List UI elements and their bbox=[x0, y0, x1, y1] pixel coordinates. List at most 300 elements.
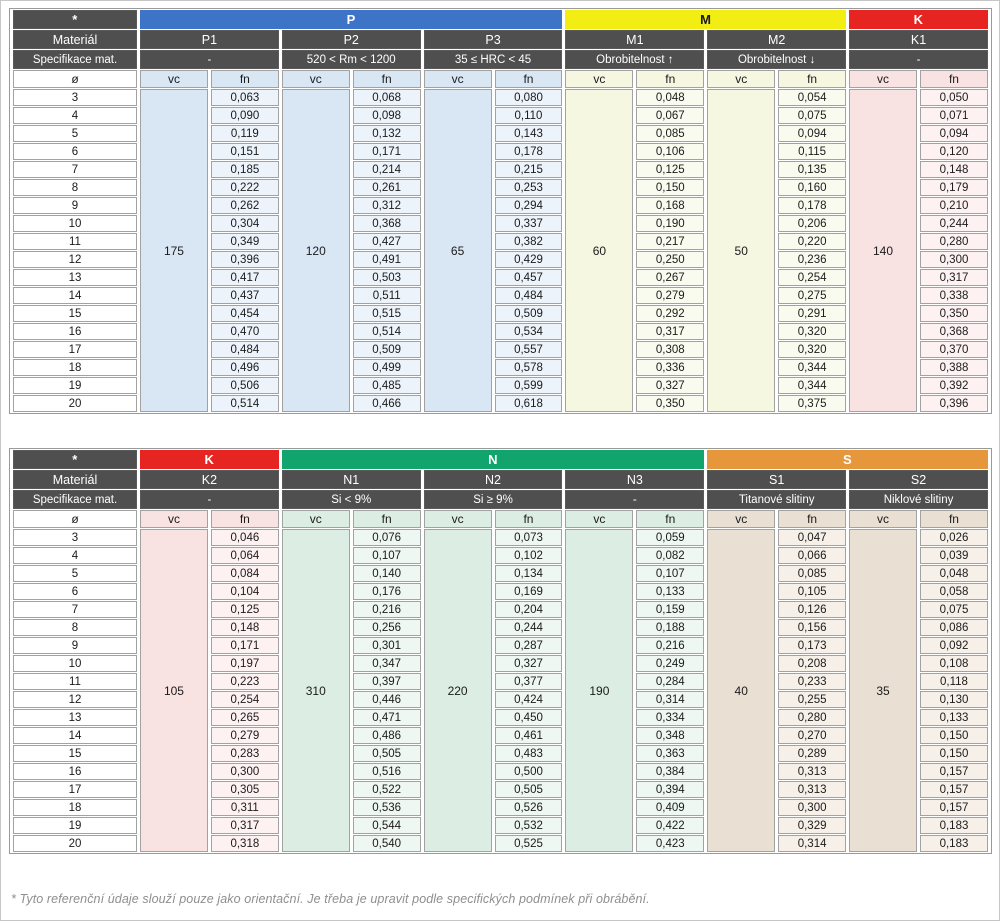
data-row-d3 bbox=[13, 529, 988, 546]
fn-value-cell-M1: 0,168 bbox=[636, 197, 704, 214]
material-cell-M1: M1 bbox=[565, 30, 704, 49]
fn-value-cell-S1: 0,313 bbox=[778, 763, 846, 780]
fn-value-cell-P2: 0,098 bbox=[353, 107, 421, 124]
footnote: * Tyto referenční údaje slouží pouze jako orientační. Je třeba je upravit podle specifických podmínek při obrábění. bbox=[11, 892, 650, 906]
fn-value-cell-S1: 0,156 bbox=[778, 619, 846, 636]
fn-value-cell-M2: 0,291 bbox=[778, 305, 846, 322]
fn-header-cell-N1: fn bbox=[353, 510, 421, 528]
fn-value-cell-K1: 0,071 bbox=[920, 107, 988, 124]
diameter-cell: 16 bbox=[13, 763, 137, 780]
fn-value-cell-S2: 0,092 bbox=[920, 637, 988, 654]
fn-value-cell-S1: 0,208 bbox=[778, 655, 846, 672]
spec-cell-P2: 520 < Rm < 1200 bbox=[282, 50, 421, 69]
fn-value-cell-N3: 0,133 bbox=[636, 583, 704, 600]
fn-value-cell-S1: 0,085 bbox=[778, 565, 846, 582]
fn-value-cell-N3: 0,363 bbox=[636, 745, 704, 762]
fn-value-cell-K2: 0,300 bbox=[211, 763, 279, 780]
fn-value-cell-N1: 0,486 bbox=[353, 727, 421, 744]
band-cell-S: S bbox=[707, 450, 988, 469]
fn-value-cell-N3: 0,159 bbox=[636, 601, 704, 618]
fn-value-cell-S1: 0,280 bbox=[778, 709, 846, 726]
fn-value-cell-N3: 0,059 bbox=[636, 529, 704, 546]
fn-value-cell-N2: 0,073 bbox=[495, 529, 563, 546]
fn-value-cell-M2: 0,135 bbox=[778, 161, 846, 178]
band-cell-P: P bbox=[140, 10, 562, 29]
fn-header-cell-P3: fn bbox=[495, 70, 563, 88]
diameter-cell: 20 bbox=[13, 835, 137, 852]
vc-value-cell-N3: 190 bbox=[565, 529, 633, 852]
fn-value-cell-K2: 0,148 bbox=[211, 619, 279, 636]
fn-value-cell-S2: 0,086 bbox=[920, 619, 988, 636]
fn-value-cell-S1: 0,289 bbox=[778, 745, 846, 762]
fn-value-cell-M1: 0,292 bbox=[636, 305, 704, 322]
fn-header-cell-N2: fn bbox=[495, 510, 563, 528]
fn-value-cell-M1: 0,106 bbox=[636, 143, 704, 160]
fn-value-cell-K2: 0,283 bbox=[211, 745, 279, 762]
fn-value-cell-S1: 0,233 bbox=[778, 673, 846, 690]
cutting-data-table-kns bbox=[9, 448, 992, 854]
spec-cell-P3: 35 ≤ HRC < 45 bbox=[424, 50, 563, 69]
fn-value-cell-P1: 0,470 bbox=[211, 323, 279, 340]
fn-header-cell-P1: fn bbox=[211, 70, 279, 88]
spec-label-cell: Specifikace mat. bbox=[13, 490, 137, 509]
fn-value-cell-K2: 0,318 bbox=[211, 835, 279, 852]
diameter-cell: 6 bbox=[13, 583, 137, 600]
fn-value-cell-N3: 0,082 bbox=[636, 547, 704, 564]
fn-value-cell-P3: 0,080 bbox=[495, 89, 563, 106]
cutting-table-kns-container bbox=[9, 448, 992, 854]
fn-value-cell-N2: 0,424 bbox=[495, 691, 563, 708]
fn-value-cell-P3: 0,578 bbox=[495, 359, 563, 376]
fn-value-cell-M1: 0,250 bbox=[636, 251, 704, 268]
fn-value-cell-M1: 0,217 bbox=[636, 233, 704, 250]
fn-value-cell-P1: 0,304 bbox=[211, 215, 279, 232]
fn-value-cell-S1: 0,066 bbox=[778, 547, 846, 564]
fn-value-cell-N3: 0,423 bbox=[636, 835, 704, 852]
fn-value-cell-K1: 0,370 bbox=[920, 341, 988, 358]
diameter-cell: 7 bbox=[13, 601, 137, 618]
fn-value-cell-P3: 0,143 bbox=[495, 125, 563, 142]
diameter-cell: 10 bbox=[13, 215, 137, 232]
fn-value-cell-M2: 0,094 bbox=[778, 125, 846, 142]
fn-value-cell-S2: 0,150 bbox=[920, 745, 988, 762]
fn-value-cell-N3: 0,384 bbox=[636, 763, 704, 780]
vc-value-cell-N2: 220 bbox=[424, 529, 492, 852]
spec-cell-K2: - bbox=[140, 490, 279, 509]
material-cell-N3: N3 bbox=[565, 470, 704, 489]
fn-value-cell-P2: 0,312 bbox=[353, 197, 421, 214]
material-cell-P2: P2 bbox=[282, 30, 421, 49]
fn-value-cell-N3: 0,422 bbox=[636, 817, 704, 834]
band-cell-K: K bbox=[140, 450, 279, 469]
fn-value-cell-S1: 0,314 bbox=[778, 835, 846, 852]
fn-header-cell-M1: fn bbox=[636, 70, 704, 88]
fn-value-cell-M1: 0,190 bbox=[636, 215, 704, 232]
vc-header-cell-M2: vc bbox=[707, 70, 775, 88]
fn-value-cell-N2: 0,526 bbox=[495, 799, 563, 816]
fn-value-cell-N2: 0,102 bbox=[495, 547, 563, 564]
fn-value-cell-N3: 0,409 bbox=[636, 799, 704, 816]
diameter-cell: 20 bbox=[13, 395, 137, 412]
fn-value-cell-P1: 0,119 bbox=[211, 125, 279, 142]
fn-value-cell-P3: 0,509 bbox=[495, 305, 563, 322]
vc-value-cell-N1: 310 bbox=[282, 529, 350, 852]
diameter-cell: 17 bbox=[13, 781, 137, 798]
diameter-cell: 9 bbox=[13, 637, 137, 654]
vc-header-cell-S2: vc bbox=[849, 510, 917, 528]
fn-value-cell-N1: 0,471 bbox=[353, 709, 421, 726]
fn-value-cell-K1: 0,392 bbox=[920, 377, 988, 394]
fn-value-cell-K2: 0,084 bbox=[211, 565, 279, 582]
fn-value-cell-M1: 0,150 bbox=[636, 179, 704, 196]
diameter-cell: 8 bbox=[13, 619, 137, 636]
fn-value-cell-P3: 0,457 bbox=[495, 269, 563, 286]
corner-star-cell: * bbox=[13, 450, 137, 469]
diameter-cell: 3 bbox=[13, 89, 137, 106]
fn-value-cell-S1: 0,105 bbox=[778, 583, 846, 600]
fn-value-cell-N2: 0,377 bbox=[495, 673, 563, 690]
fn-value-cell-K1: 0,388 bbox=[920, 359, 988, 376]
spec-cell-N1: Si < 9% bbox=[282, 490, 421, 509]
spec-cell-S2: Niklové slitiny bbox=[849, 490, 988, 509]
fn-value-cell-P1: 0,090 bbox=[211, 107, 279, 124]
fn-value-cell-S2: 0,039 bbox=[920, 547, 988, 564]
corner-star-cell: * bbox=[13, 10, 137, 29]
fn-value-cell-K1: 0,120 bbox=[920, 143, 988, 160]
fn-value-cell-N1: 0,301 bbox=[353, 637, 421, 654]
material-label-cell: Materiál bbox=[13, 30, 137, 49]
fn-value-cell-N1: 0,216 bbox=[353, 601, 421, 618]
fn-value-cell-P1: 0,151 bbox=[211, 143, 279, 160]
fn-value-cell-N2: 0,461 bbox=[495, 727, 563, 744]
material-cell-P3: P3 bbox=[424, 30, 563, 49]
diameter-cell: 8 bbox=[13, 179, 137, 196]
fn-value-cell-N2: 0,287 bbox=[495, 637, 563, 654]
spec-cell-M1: Obrobitelnost ↑ bbox=[565, 50, 704, 69]
fn-value-cell-K2: 0,125 bbox=[211, 601, 279, 618]
fn-value-cell-P3: 0,429 bbox=[495, 251, 563, 268]
fn-value-cell-N1: 0,516 bbox=[353, 763, 421, 780]
fn-value-cell-K1: 0,148 bbox=[920, 161, 988, 178]
fn-value-cell-N2: 0,327 bbox=[495, 655, 563, 672]
spec-cell-N2: Si ≥ 9% bbox=[424, 490, 563, 509]
fn-value-cell-M2: 0,236 bbox=[778, 251, 846, 268]
diameter-cell: 13 bbox=[13, 269, 137, 286]
vc-value-cell-S2: 35 bbox=[849, 529, 917, 852]
diameter-cell: 11 bbox=[13, 233, 137, 250]
diameter-cell: 16 bbox=[13, 323, 137, 340]
fn-value-cell-M1: 0,327 bbox=[636, 377, 704, 394]
fn-value-cell-P3: 0,337 bbox=[495, 215, 563, 232]
diameter-cell: 14 bbox=[13, 287, 137, 304]
fn-value-cell-S1: 0,300 bbox=[778, 799, 846, 816]
fn-value-cell-N1: 0,397 bbox=[353, 673, 421, 690]
fn-value-cell-P3: 0,382 bbox=[495, 233, 563, 250]
fn-value-cell-M2: 0,254 bbox=[778, 269, 846, 286]
fn-value-cell-K1: 0,280 bbox=[920, 233, 988, 250]
fn-value-cell-P3: 0,294 bbox=[495, 197, 563, 214]
vc-value-cell-P3: 65 bbox=[424, 89, 492, 412]
diameter-cell: 4 bbox=[13, 107, 137, 124]
fn-value-cell-M2: 0,206 bbox=[778, 215, 846, 232]
diameter-cell: 19 bbox=[13, 817, 137, 834]
fn-value-cell-S1: 0,173 bbox=[778, 637, 846, 654]
fn-value-cell-N2: 0,169 bbox=[495, 583, 563, 600]
spec-cell-N3: - bbox=[565, 490, 704, 509]
fn-value-cell-N2: 0,500 bbox=[495, 763, 563, 780]
fn-value-cell-M1: 0,085 bbox=[636, 125, 704, 142]
diameter-cell: 15 bbox=[13, 745, 137, 762]
spec-cell-S1: Titanové slitiny bbox=[707, 490, 846, 509]
vc-header-cell-K2: vc bbox=[140, 510, 208, 528]
fn-value-cell-N3: 0,284 bbox=[636, 673, 704, 690]
fn-value-cell-M2: 0,375 bbox=[778, 395, 846, 412]
fn-value-cell-K1: 0,317 bbox=[920, 269, 988, 286]
vc-header-cell-P2: vc bbox=[282, 70, 350, 88]
fn-value-cell-N3: 0,107 bbox=[636, 565, 704, 582]
vc-value-cell-K2: 105 bbox=[140, 529, 208, 852]
fn-value-cell-M2: 0,344 bbox=[778, 377, 846, 394]
fn-value-cell-N1: 0,536 bbox=[353, 799, 421, 816]
fn-value-cell-P1: 0,396 bbox=[211, 251, 279, 268]
fn-value-cell-P3: 0,618 bbox=[495, 395, 563, 412]
vc-header-cell-N1: vc bbox=[282, 510, 350, 528]
fn-value-cell-P2: 0,491 bbox=[353, 251, 421, 268]
diameter-cell: 9 bbox=[13, 197, 137, 214]
fn-value-cell-N3: 0,216 bbox=[636, 637, 704, 654]
fn-value-cell-N1: 0,176 bbox=[353, 583, 421, 600]
fn-value-cell-S2: 0,183 bbox=[920, 817, 988, 834]
fn-value-cell-N1: 0,140 bbox=[353, 565, 421, 582]
fn-header-cell-N3: fn bbox=[636, 510, 704, 528]
fn-value-cell-K1: 0,368 bbox=[920, 323, 988, 340]
fn-value-cell-S2: 0,130 bbox=[920, 691, 988, 708]
fn-value-cell-N2: 0,532 bbox=[495, 817, 563, 834]
band-cell-M: M bbox=[565, 10, 846, 29]
diameter-cell: 17 bbox=[13, 341, 137, 358]
fn-value-cell-N2: 0,483 bbox=[495, 745, 563, 762]
material-cell-S1: S1 bbox=[707, 470, 846, 489]
fn-value-cell-P2: 0,503 bbox=[353, 269, 421, 286]
fn-value-cell-K1: 0,350 bbox=[920, 305, 988, 322]
diameter-header-cell: ø bbox=[13, 70, 137, 88]
fn-value-cell-P2: 0,466 bbox=[353, 395, 421, 412]
fn-value-cell-S1: 0,126 bbox=[778, 601, 846, 618]
vc-header-cell-P3: vc bbox=[424, 70, 492, 88]
material-label-cell: Materiál bbox=[13, 470, 137, 489]
vc-header-cell-K1: vc bbox=[849, 70, 917, 88]
band-cell-K: K bbox=[849, 10, 988, 29]
fn-header-cell-K2: fn bbox=[211, 510, 279, 528]
fn-header-cell-M2: fn bbox=[778, 70, 846, 88]
fn-value-cell-K2: 0,279 bbox=[211, 727, 279, 744]
fn-value-cell-K2: 0,064 bbox=[211, 547, 279, 564]
cutting-table-pmk-container bbox=[9, 8, 992, 414]
diameter-cell: 3 bbox=[13, 529, 137, 546]
diameter-cell: 7 bbox=[13, 161, 137, 178]
fn-value-cell-P2: 0,509 bbox=[353, 341, 421, 358]
vc-header-cell-N3: vc bbox=[565, 510, 633, 528]
fn-value-cell-P1: 0,417 bbox=[211, 269, 279, 286]
fn-value-cell-M2: 0,320 bbox=[778, 323, 846, 340]
fn-value-cell-N1: 0,522 bbox=[353, 781, 421, 798]
diameter-cell: 5 bbox=[13, 565, 137, 582]
fn-value-cell-K1: 0,300 bbox=[920, 251, 988, 268]
fn-value-cell-M2: 0,115 bbox=[778, 143, 846, 160]
fn-value-cell-K2: 0,254 bbox=[211, 691, 279, 708]
band-cell-N: N bbox=[282, 450, 704, 469]
fn-value-cell-S2: 0,157 bbox=[920, 799, 988, 816]
fn-value-cell-K1: 0,094 bbox=[920, 125, 988, 142]
fn-value-cell-K1: 0,050 bbox=[920, 89, 988, 106]
fn-value-cell-K2: 0,223 bbox=[211, 673, 279, 690]
fn-value-cell-M1: 0,308 bbox=[636, 341, 704, 358]
spec-cell-M2: Obrobitelnost ↓ bbox=[707, 50, 846, 69]
fn-value-cell-P2: 0,132 bbox=[353, 125, 421, 142]
fn-value-cell-K2: 0,317 bbox=[211, 817, 279, 834]
fn-value-cell-P2: 0,261 bbox=[353, 179, 421, 196]
diameter-cell: 18 bbox=[13, 359, 137, 376]
fn-value-cell-P2: 0,514 bbox=[353, 323, 421, 340]
fn-header-cell-K1: fn bbox=[920, 70, 988, 88]
fn-value-cell-N1: 0,347 bbox=[353, 655, 421, 672]
fn-value-cell-P2: 0,515 bbox=[353, 305, 421, 322]
fn-value-cell-N1: 0,076 bbox=[353, 529, 421, 546]
fn-value-cell-M1: 0,267 bbox=[636, 269, 704, 286]
fn-value-cell-N1: 0,540 bbox=[353, 835, 421, 852]
fn-value-cell-P1: 0,063 bbox=[211, 89, 279, 106]
fn-value-cell-N2: 0,450 bbox=[495, 709, 563, 726]
fn-value-cell-M1: 0,067 bbox=[636, 107, 704, 124]
vc-header-cell-S1: vc bbox=[707, 510, 775, 528]
fn-value-cell-K1: 0,244 bbox=[920, 215, 988, 232]
fn-value-cell-P1: 0,484 bbox=[211, 341, 279, 358]
vc-value-cell-K1: 140 bbox=[849, 89, 917, 412]
fn-value-cell-P1: 0,496 bbox=[211, 359, 279, 376]
fn-value-cell-N3: 0,188 bbox=[636, 619, 704, 636]
fn-value-cell-P3: 0,484 bbox=[495, 287, 563, 304]
fn-value-cell-P1: 0,222 bbox=[211, 179, 279, 196]
diameter-cell: 12 bbox=[13, 691, 137, 708]
material-cell-P1: P1 bbox=[140, 30, 279, 49]
fn-value-cell-S2: 0,048 bbox=[920, 565, 988, 582]
diameter-cell: 13 bbox=[13, 709, 137, 726]
fn-value-cell-N1: 0,544 bbox=[353, 817, 421, 834]
fn-value-cell-N3: 0,394 bbox=[636, 781, 704, 798]
fn-value-cell-M1: 0,279 bbox=[636, 287, 704, 304]
diameter-cell: 6 bbox=[13, 143, 137, 160]
fn-value-cell-S2: 0,075 bbox=[920, 601, 988, 618]
fn-value-cell-P1: 0,437 bbox=[211, 287, 279, 304]
fn-value-cell-M2: 0,275 bbox=[778, 287, 846, 304]
fn-value-cell-K2: 0,046 bbox=[211, 529, 279, 546]
fn-value-cell-S2: 0,157 bbox=[920, 763, 988, 780]
fn-value-cell-P1: 0,454 bbox=[211, 305, 279, 322]
fn-value-cell-P2: 0,511 bbox=[353, 287, 421, 304]
fn-value-cell-S1: 0,255 bbox=[778, 691, 846, 708]
fn-value-cell-N2: 0,525 bbox=[495, 835, 563, 852]
vc-value-cell-S1: 40 bbox=[707, 529, 775, 852]
fn-value-cell-M2: 0,054 bbox=[778, 89, 846, 106]
fn-value-cell-N1: 0,107 bbox=[353, 547, 421, 564]
fn-value-cell-P3: 0,557 bbox=[495, 341, 563, 358]
fn-value-cell-P3: 0,110 bbox=[495, 107, 563, 124]
fn-value-cell-M1: 0,125 bbox=[636, 161, 704, 178]
fn-value-cell-P1: 0,506 bbox=[211, 377, 279, 394]
fn-header-cell-P2: fn bbox=[353, 70, 421, 88]
fn-value-cell-P3: 0,534 bbox=[495, 323, 563, 340]
fn-value-cell-M2: 0,178 bbox=[778, 197, 846, 214]
fn-value-cell-S2: 0,108 bbox=[920, 655, 988, 672]
fn-value-cell-N1: 0,505 bbox=[353, 745, 421, 762]
fn-value-cell-P1: 0,349 bbox=[211, 233, 279, 250]
fn-value-cell-P2: 0,171 bbox=[353, 143, 421, 160]
fn-value-cell-M1: 0,350 bbox=[636, 395, 704, 412]
fn-value-cell-S2: 0,183 bbox=[920, 835, 988, 852]
fn-value-cell-K1: 0,210 bbox=[920, 197, 988, 214]
spec-cell-K1: - bbox=[849, 50, 988, 69]
vc-header-cell-N2: vc bbox=[424, 510, 492, 528]
data-row-d3 bbox=[13, 89, 988, 106]
fn-value-cell-K1: 0,396 bbox=[920, 395, 988, 412]
fn-value-cell-M2: 0,220 bbox=[778, 233, 846, 250]
fn-value-cell-S1: 0,270 bbox=[778, 727, 846, 744]
fn-value-cell-P2: 0,485 bbox=[353, 377, 421, 394]
fn-value-cell-M2: 0,075 bbox=[778, 107, 846, 124]
fn-value-cell-S2: 0,058 bbox=[920, 583, 988, 600]
material-cell-N1: N1 bbox=[282, 470, 421, 489]
fn-value-cell-N3: 0,314 bbox=[636, 691, 704, 708]
cutting-data-table-pmk bbox=[9, 8, 992, 414]
material-cell-S2: S2 bbox=[849, 470, 988, 489]
fn-value-cell-M1: 0,336 bbox=[636, 359, 704, 376]
fn-value-cell-N2: 0,244 bbox=[495, 619, 563, 636]
fn-value-cell-N2: 0,204 bbox=[495, 601, 563, 618]
fn-value-cell-M2: 0,160 bbox=[778, 179, 846, 196]
material-cell-K2: K2 bbox=[140, 470, 279, 489]
diameter-cell: 12 bbox=[13, 251, 137, 268]
fn-value-cell-S2: 0,157 bbox=[920, 781, 988, 798]
fn-value-cell-P3: 0,215 bbox=[495, 161, 563, 178]
fn-value-cell-P3: 0,253 bbox=[495, 179, 563, 196]
fn-value-cell-M2: 0,320 bbox=[778, 341, 846, 358]
material-cell-N2: N2 bbox=[424, 470, 563, 489]
fn-value-cell-N2: 0,505 bbox=[495, 781, 563, 798]
fn-value-cell-P2: 0,214 bbox=[353, 161, 421, 178]
fn-value-cell-S2: 0,118 bbox=[920, 673, 988, 690]
fn-value-cell-S2: 0,026 bbox=[920, 529, 988, 546]
spec-cell-P1: - bbox=[140, 50, 279, 69]
fn-value-cell-N1: 0,256 bbox=[353, 619, 421, 636]
vc-value-cell-M1: 60 bbox=[565, 89, 633, 412]
fn-value-cell-P1: 0,262 bbox=[211, 197, 279, 214]
diameter-cell: 5 bbox=[13, 125, 137, 142]
fn-value-cell-S1: 0,329 bbox=[778, 817, 846, 834]
diameter-cell: 10 bbox=[13, 655, 137, 672]
fn-value-cell-P3: 0,178 bbox=[495, 143, 563, 160]
fn-header-cell-S1: fn bbox=[778, 510, 846, 528]
diameter-cell: 18 bbox=[13, 799, 137, 816]
vc-header-cell-P1: vc bbox=[140, 70, 208, 88]
fn-value-cell-N3: 0,348 bbox=[636, 727, 704, 744]
fn-value-cell-K2: 0,265 bbox=[211, 709, 279, 726]
fn-value-cell-N2: 0,134 bbox=[495, 565, 563, 582]
diameter-cell: 11 bbox=[13, 673, 137, 690]
diameter-cell: 4 bbox=[13, 547, 137, 564]
fn-value-cell-S2: 0,150 bbox=[920, 727, 988, 744]
fn-value-cell-K2: 0,104 bbox=[211, 583, 279, 600]
fn-value-cell-M1: 0,317 bbox=[636, 323, 704, 340]
